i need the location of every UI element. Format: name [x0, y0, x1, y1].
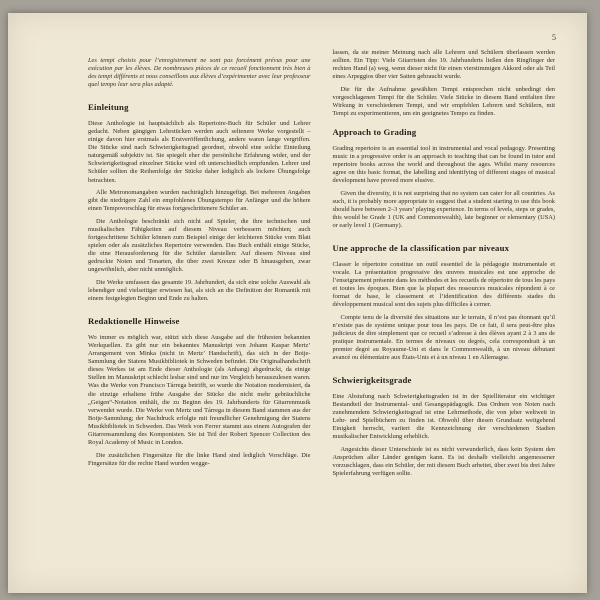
paragraph: Die Werke umfassen das gesamte 19. Jahrhundert, da sich eine solche Auswahl als lebendiger und vielseitiger erwiesen hat, als sich an die Definition der Romantik mit einem festgelegten Beginn und Ende zu halten.	[88, 279, 311, 303]
paragraph-continuation: lassen, da sie meiner Meinung nach alle Lehrern und Schülern überlassen werden sollten. Ein Tipp: Viele Gitarristen des 19. Jahrhunderts ließen den Ringfinger der rechten Hand (a) weg, wenn dieser nicht für einen vierstimmigen Akkord oder als Teil eines Arpeggios über vier Saiten gebraucht wurde.	[332, 49, 555, 81]
paragraph: Wo immer es möglich war, stützt sich diese Ausgabe auf die frühesten bekannten Werkquellen. Es gibt nur ein bekanntes Manuskript von Johann Kaspar Mertz’ Arrangement von Minka (nicht in Mertz’ Handschrift), das sich in der Boije-Sammlung der Statens Musikbibliotek in Schweden befindet. Die Originalhandschrift dieses Werkes ist am Ende dieser Anthologie (als Anhang) abgedruckt, da einige Stellen im Manuskript schlecht lesbar sind und nur im Vergleich herauszulesen waren. Was die Werke von Francisco Tárrega betrifft, so wurde die Notation modernisiert, da die einzige erhaltene frühe Ausgabe der Stücke die nicht mehr gebräuchliche „Geigen“-Notation enthält, die zu Beginn des 19. Jahrhunderts für Gitarrenmusik verwendet wurde. Die Werke von Mertz und Tárrega in diesem Band stammen aus der Boije-Sammlung; der Nachdruck erfolgte mit freundlicher Genehmigung der Statens Musikbibliotek in Schweden. Das Werk von Ferrer stammt aus einem Autografen der Gitarrensammlung des Komponisten. Sie ist Teil der Robert Spencer Collection des Royal Academy of Music in London.	[88, 333, 311, 447]
paragraph: Eine Abstufung nach Schwierigkeitsgraden ist in der Spielliteratur ein wichtiger Bestandteil der Instrumental- und Gesangspädagogik. Das Ordnen von Noten nach zunehmendem Schwierigkeitsgrad ist eine Lehrmethode, die von jeher weltweit in Lehr- und Spielbüchern zu finden ist. Obwohl über diesen Grundsatz weitgehend Einigkeit herrscht, variiert die Kennzeichnung der verschiedenen Stadien musikalischer Entwicklung erheblich.	[332, 392, 555, 441]
two-column-text	[88, 49, 555, 579]
paragraph: Angesichts dieser Unterschiede ist es nicht verwunderlich, dass kein System den Ansprüchen aller Länder genügen kann. Es ist deshalb vielleicht angemessener vorzuschlagen, dass ein Schüler, der mit diesem Buch arbeitet, über zwei bis drei Jahre Spielerfahrung verfügen sollte.	[332, 445, 555, 478]
paragraph: Given the diversity, it is not surprising that no system can cater for all countries. As such, it is probably more appropriate to suggest that a student starting to use this book should have between 2–3 years’ playing experience. In terms of levels, steps or grades, this would be Grade 1 (UK and Commonwealth), late beginner or elementary (USA) or early level 1 (Germany).	[332, 189, 555, 230]
paragraph: Die für die Aufnahme gewählten Tempi entsprechen nicht unbedingt den vorgeschlagenen Tempi für die Schüler. Viele Stücke in diesem Band entfalten ihre Wirkung in verschiedenen Tempi, und wir empfehlen Lehrern und Schülern, mit Tempi zu experimentieren, um ein geeignetes Tempo zu finden.	[332, 85, 555, 118]
paragraph: Compte tenu de la diversité des situations sur le terrain, il n’est pas étonnant qu’il n’existe pas de système unique pour tous les pays. De ce fait, il sera peut-être plus judicieux de dire simplement que ce recueil s’adresse à des élèves ayant 2 à 3 ans de pratique instrumentale. En termes de niveaux ou degrés, cela correspondrait à un premier degré au Royaume-Uni et dans le Commonwealth, à un niveau débutant avancé ou élémentaire aux États-Unis et à un niveau 1 en Allemagne.	[332, 313, 555, 362]
paragraph: Grading repertoire is an essential tool in instrumental and vocal pedagogy. Presenting music in a progressive order is an approach to teaching that can be found in tutor and repertoire books across the world and throughout the ages. Whilst many resources agree on this basic format, the labelling and identifying of different stages of musical development have proved more elusive.	[332, 144, 555, 185]
page-number: 5	[552, 33, 556, 42]
paragraph: Die zusätzlichen Fingersätze für die linke Hand sind lediglich Vorschläge. Die Fingersätze für die rechte Hand wurden wegge-	[88, 451, 311, 467]
recording-tempi-note-fr: Les tempi choisis pour l’enregistrement ne sont pas forcément prévus pour une exécution par les élèves. De nombreuses pièces de ce recueil fonctionnent très bien à des tempi différents et nous conseillons aux élèves d’expérimenter avec leur professeur quel tempo leur sera plus adapté.	[88, 57, 311, 89]
paragraph: Die Anthologie beschränkt sich nicht auf Spieler, die ihre technischen und musikalischen Fähigkeiten auf diesem Niveau verbessern möchten; auch fortgeschrittene Schüler können zum Beispiel einige der leichteren Stücke vom Blatt spielen oder als zusätzliches Repertoire verwenden. Das Buch enthält einige Stücke, die eine Herausforderung für die Schüler darstellen: Auf diesem Niveau sind gedruckte Noten und Tonarten, die über zwei Kreuze oder B hinausgehen, zwar ungewöhnlich, aber nicht unmöglich.	[88, 217, 311, 274]
heading-schwierigkeitsgrade: Schwierigkeitsgrade	[332, 375, 412, 386]
paragraph: Diese Anthologie ist hauptsächlich als Repertoire-Buch für Schüler und Lehrer gedacht. Neben gängigen Lehrstücken werden auch seltenere Werke vorgestellt – einige davon hier erstmals als Erstveröffentlichung, andere waren lange vergriffen. Die Stücke sind nach Schwierigkeitsgrad geordnet, obwohl eine solche Einteilung naturgemäß subjektiv ist. Sie spiegelt eher die persönliche Erfahrung wider, und der Schwierigkeitsgrad einzelner Stücke wird oft unterschiedlich empfunden. Lehrer und Schüler sollten die Reihenfolge der Stücke daher lediglich als lockere Übungsfolge betrachten.	[88, 119, 311, 184]
heading-approach-to-grading: Approach to Grading	[332, 127, 417, 138]
heading-redaktionelle-hinweise: Redaktionelle Hinweise	[88, 316, 180, 327]
left-column	[88, 49, 311, 579]
heading-einleitung: Einleitung	[88, 102, 129, 113]
book-page	[8, 13, 587, 593]
paragraph: Alle Metronomangaben wurden nachträglich hinzugefügt. Bei mehreren Angaben gibt die niedrigere Zahl ein empfohlenes Übungstempo für Anfänger und die höhere einen Tempovorschlag für etwas fortgeschrittenere Schüler an.	[88, 189, 311, 213]
paragraph: Classer le répertoire constitue un outil essentiel de la pédagogie instrumentale et vocale. La présentation progressive des œuvres musicales est une approche de l’enseignement présente dans les méthodes et les recueils de répertoire de tous les pays et toutes les époques. Bien que la plupart des ressources musicales répondent à ce format de base, le classement et l’identification des différents stades du développement musical sont des sujets plus difficiles à cerner.	[332, 260, 555, 309]
right-column	[333, 49, 556, 579]
heading-classification-par-niveaux: Une approche de la classification par niveaux	[332, 243, 510, 254]
